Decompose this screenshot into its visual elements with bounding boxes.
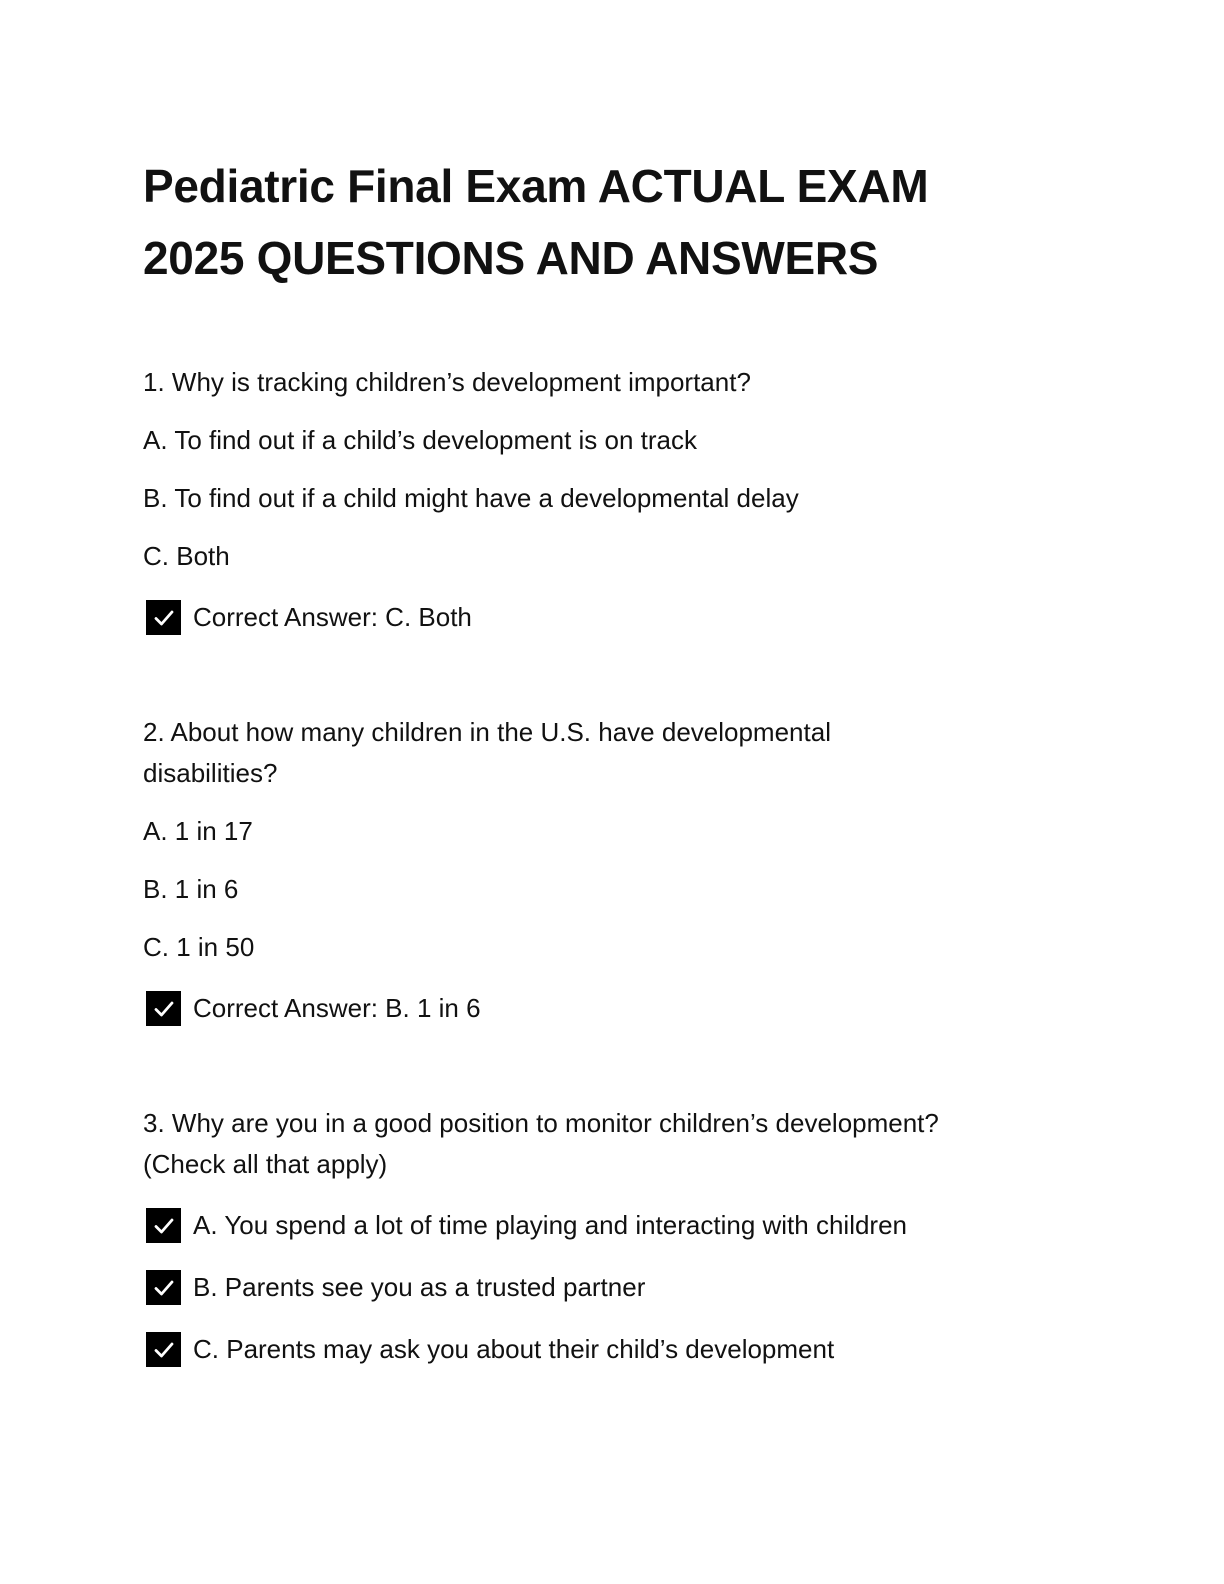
check-box-icon xyxy=(146,1208,181,1243)
option-c: C. 1 in 50 xyxy=(143,932,255,962)
correct-answer-text: Correct Answer: C. Both xyxy=(193,602,472,632)
option-a: A. To find out if a child’s development is on track xyxy=(143,425,698,455)
document-title xyxy=(143,150,1073,294)
question-text-line-2: (Check all that apply) xyxy=(143,1149,388,1179)
checked-option-a xyxy=(143,1205,1073,1246)
check-box-icon xyxy=(146,1270,181,1305)
checked-option-c xyxy=(143,1329,1073,1370)
document-page xyxy=(143,150,1073,1364)
check-box-icon xyxy=(146,1332,181,1367)
question-text-line-1: 2. About how many children in the U.S. have developmental xyxy=(143,717,831,747)
check-box-icon xyxy=(146,600,181,635)
question-text: 1. Why is tracking children’s development important? xyxy=(143,367,751,397)
title-line-1: Pediatric Final Exam ACTUAL EXAM xyxy=(143,160,929,212)
question-text xyxy=(143,712,1073,794)
question-1 xyxy=(143,362,1073,638)
correct-answer xyxy=(143,988,1073,1029)
option-b: B. 1 in 6 xyxy=(143,874,239,904)
option-a: A. 1 in 17 xyxy=(143,816,253,846)
checked-option-text: B. Parents see you as a trusted partner xyxy=(193,1272,646,1302)
question-text-line-1: 3. Why are you in a good position to monitor children’s development? xyxy=(143,1108,939,1138)
checked-option-b xyxy=(143,1267,1073,1308)
correct-answer xyxy=(143,597,1073,638)
checked-option-text: C. Parents may ask you about their child’s development xyxy=(193,1334,835,1364)
question-text-line-2: disabilities? xyxy=(143,758,278,788)
correct-answer-text: Correct Answer: B. 1 in 6 xyxy=(193,993,481,1023)
question-text xyxy=(143,1103,1073,1185)
option-b: B. To find out if a child might have a developmental delay xyxy=(143,483,799,513)
option-c: C. Both xyxy=(143,541,230,571)
title-line-2: 2025 QUESTIONS AND ANSWERS xyxy=(143,232,879,284)
checked-option-text: A. You spend a lot of time playing and interacting with children xyxy=(193,1210,908,1240)
check-box-icon xyxy=(146,991,181,1026)
question-3 xyxy=(143,1103,1073,1370)
question-2 xyxy=(143,712,1073,1029)
